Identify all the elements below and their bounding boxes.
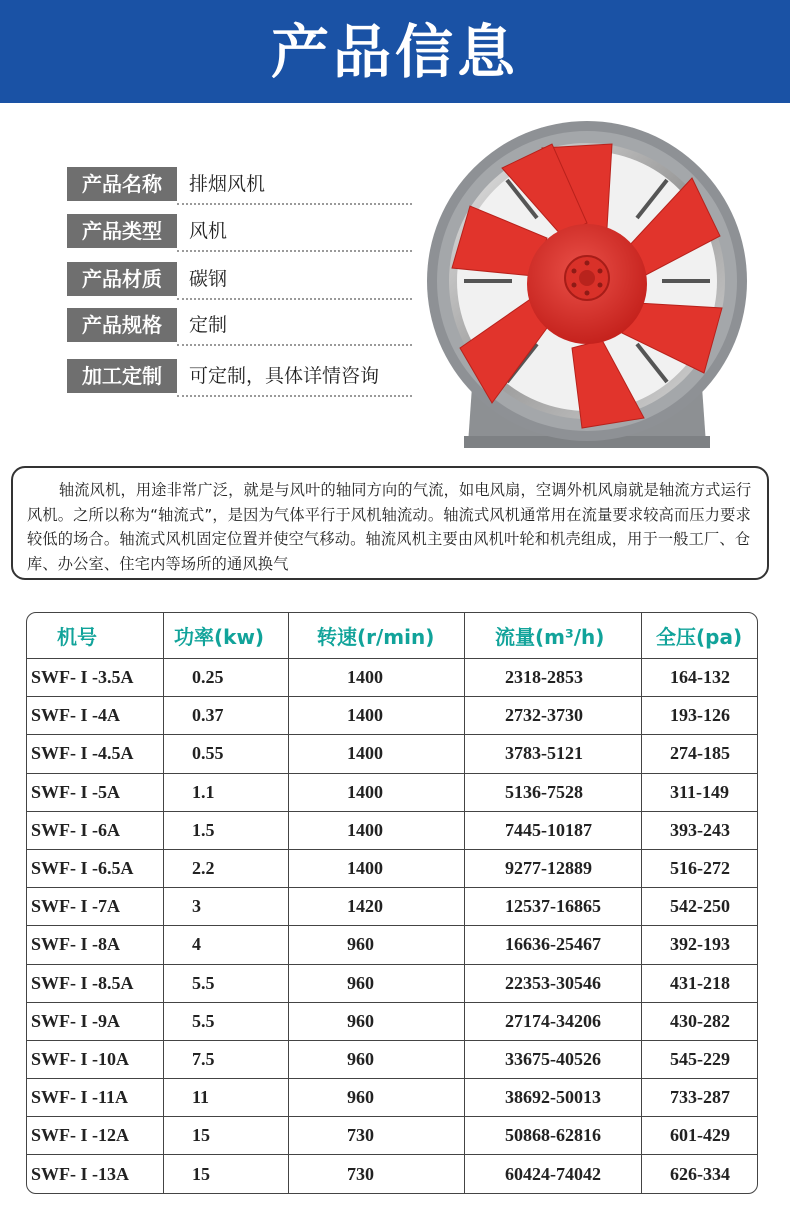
cell-model: SWF- I -10A (27, 1041, 164, 1079)
col-header-speed: 转速(r/min) (289, 613, 465, 659)
table-row (27, 1079, 757, 1117)
cell-power: 1.5 (164, 812, 289, 850)
cell-model: SWF- I -13A (27, 1155, 164, 1192)
cell-speed: 730 (289, 1155, 465, 1192)
cell-pressure: 164-132 (642, 659, 757, 697)
cell-pressure: 392-193 (642, 926, 757, 964)
info-row-name (67, 167, 412, 203)
table-row (27, 926, 757, 964)
cell-pressure: 430-282 (642, 1003, 757, 1041)
cell-power: 1.1 (164, 774, 289, 812)
cell-speed: 1400 (289, 659, 465, 697)
cell-flow: 12537-16865 (465, 888, 642, 926)
cell-flow: 50868-62816 (465, 1117, 642, 1155)
col-header-pressure: 全压(pa) (642, 613, 757, 659)
cell-flow: 3783-5121 (465, 735, 642, 773)
cell-model: SWF- I -11A (27, 1079, 164, 1117)
table-row (27, 697, 757, 735)
cell-speed: 1400 (289, 850, 465, 888)
cell-speed: 1400 (289, 774, 465, 812)
cell-model: SWF- I -5A (27, 774, 164, 812)
info-row-custom (67, 359, 412, 395)
table-row (27, 888, 757, 926)
info-label: 加工定制 (67, 359, 177, 393)
cell-flow: 22353-30546 (465, 965, 642, 1003)
cell-power: 4 (164, 926, 289, 964)
info-value: 碳钢 (189, 268, 228, 290)
page-title: 产品信息 (270, 18, 519, 86)
cell-pressure: 545-229 (642, 1041, 757, 1079)
cell-power: 15 (164, 1117, 289, 1155)
table-row (27, 1041, 757, 1079)
cell-power: 2.2 (164, 850, 289, 888)
cell-pressure: 516-272 (642, 850, 757, 888)
cell-speed: 960 (289, 926, 465, 964)
dotted-divider (177, 203, 412, 205)
cell-pressure: 626-334 (670, 1163, 730, 1184)
dotted-divider (177, 298, 412, 300)
cell-speed: 1400 (289, 697, 465, 735)
description-box (11, 466, 769, 580)
cell-power: 3 (164, 888, 289, 926)
table-row (27, 965, 757, 1003)
cell-power: 5.5 (164, 965, 289, 1003)
cell-speed: 1420 (289, 888, 465, 926)
cell-model: SWF- I -12A (27, 1117, 164, 1155)
cell-model: SWF- I -9A (27, 1003, 164, 1041)
col-header-flow: 流量(m³/h) (465, 613, 642, 659)
info-value: 排烟风机 (189, 173, 266, 195)
table-header-row (27, 613, 757, 659)
cell-speed: 1400 (289, 812, 465, 850)
info-label: 产品类型 (67, 214, 177, 248)
dotted-divider (177, 250, 412, 252)
cell-power: 7.5 (164, 1041, 289, 1079)
cell-model: SWF- I -4.5A (27, 735, 164, 773)
info-row-material (67, 262, 412, 298)
cell-flow: 60424-74042 (465, 1155, 642, 1192)
info-row-spec (67, 308, 412, 344)
col-header-model: 机号 (27, 613, 164, 659)
cell-model: SWF- I -7A (27, 888, 164, 926)
cell-flow: 5136-7528 (465, 774, 642, 812)
cell-power: 0.37 (164, 697, 289, 735)
header-banner (0, 0, 790, 103)
table-row (27, 850, 757, 888)
dotted-divider (177, 395, 412, 397)
info-label: 产品名称 (67, 167, 177, 201)
table-row (27, 735, 757, 773)
info-value: 定制 (189, 314, 228, 336)
cell-power: 5.5 (164, 1003, 289, 1041)
table-row (27, 1155, 757, 1192)
col-header-power: 功率(kw) (164, 613, 289, 659)
cell-model: SWF- I -8A (27, 926, 164, 964)
table-row (27, 1003, 757, 1041)
table-row (27, 1117, 757, 1155)
cell-flow: 38692-50013 (465, 1079, 642, 1117)
info-label: 产品材质 (67, 262, 177, 296)
cell-pressure: 393-243 (642, 812, 757, 850)
cell-model: SWF- I -4A (27, 697, 164, 735)
cell-flow: 33675-40526 (465, 1041, 642, 1079)
cell-power: 15 (164, 1155, 289, 1192)
cell-speed: 960 (289, 1003, 465, 1041)
cell-speed: 960 (289, 1041, 465, 1079)
cell-speed: 960 (289, 965, 465, 1003)
cell-power: 0.25 (164, 659, 289, 697)
cell-pressure: 274-185 (642, 735, 757, 773)
cell-model: SWF- I -6.5A (27, 850, 164, 888)
description-text: 轴流风机，用途非常广泛，就是与风叶的轴同方向的气流，如电风扇，空调外机风扇就是轴流方式运行风机。之所以称为“轴流式”，是因为气体平行于风机轴流动。轴流式风机通常用在流量要求较高而压力要求较低的场合。轴流式风机固定位置并使空气移动。轴流风机主要由风机叶轮和机壳组成，用于一般工厂、仓库、办公室、住宅内等场所的通风换气 (27, 481, 752, 573)
cell-pressure: 431-218 (642, 965, 757, 1003)
cell-pressure: 601-429 (642, 1117, 757, 1155)
cell-model: SWF- I -8.5A (27, 965, 164, 1003)
cell-power: 0.55 (164, 735, 289, 773)
info-label: 产品规格 (67, 308, 177, 342)
cell-pressure: 542-250 (642, 888, 757, 926)
spec-table (26, 612, 758, 1194)
table-row (27, 659, 757, 697)
cell-power: 11 (164, 1079, 289, 1117)
cell-flow: 2318-2853 (465, 659, 642, 697)
cell-model: SWF- I -6A (27, 812, 164, 850)
cell-pressure: 193-126 (642, 697, 757, 735)
info-value: 风机 (189, 220, 228, 242)
cell-speed: 730 (289, 1117, 465, 1155)
cell-pressure: 311-149 (642, 774, 757, 812)
cell-speed: 960 (289, 1079, 465, 1117)
cell-flow: 27174-34206 (465, 1003, 642, 1041)
cell-pressure: 733-287 (642, 1079, 757, 1117)
cell-model: SWF- I -3.5A (27, 659, 164, 697)
info-row-type (67, 214, 412, 250)
info-value: 可定制，具体详情咨询 (189, 365, 380, 387)
fan-product-image (422, 118, 752, 453)
cell-speed: 1400 (289, 735, 465, 773)
cell-flow: 2732-3730 (465, 697, 642, 735)
dotted-divider (177, 344, 412, 346)
cell-flow: 16636-25467 (465, 926, 642, 964)
cell-flow: 9277-12889 (465, 850, 642, 888)
table-row (27, 812, 757, 850)
cell-flow: 7445-10187 (465, 812, 642, 850)
table-row (27, 774, 757, 812)
